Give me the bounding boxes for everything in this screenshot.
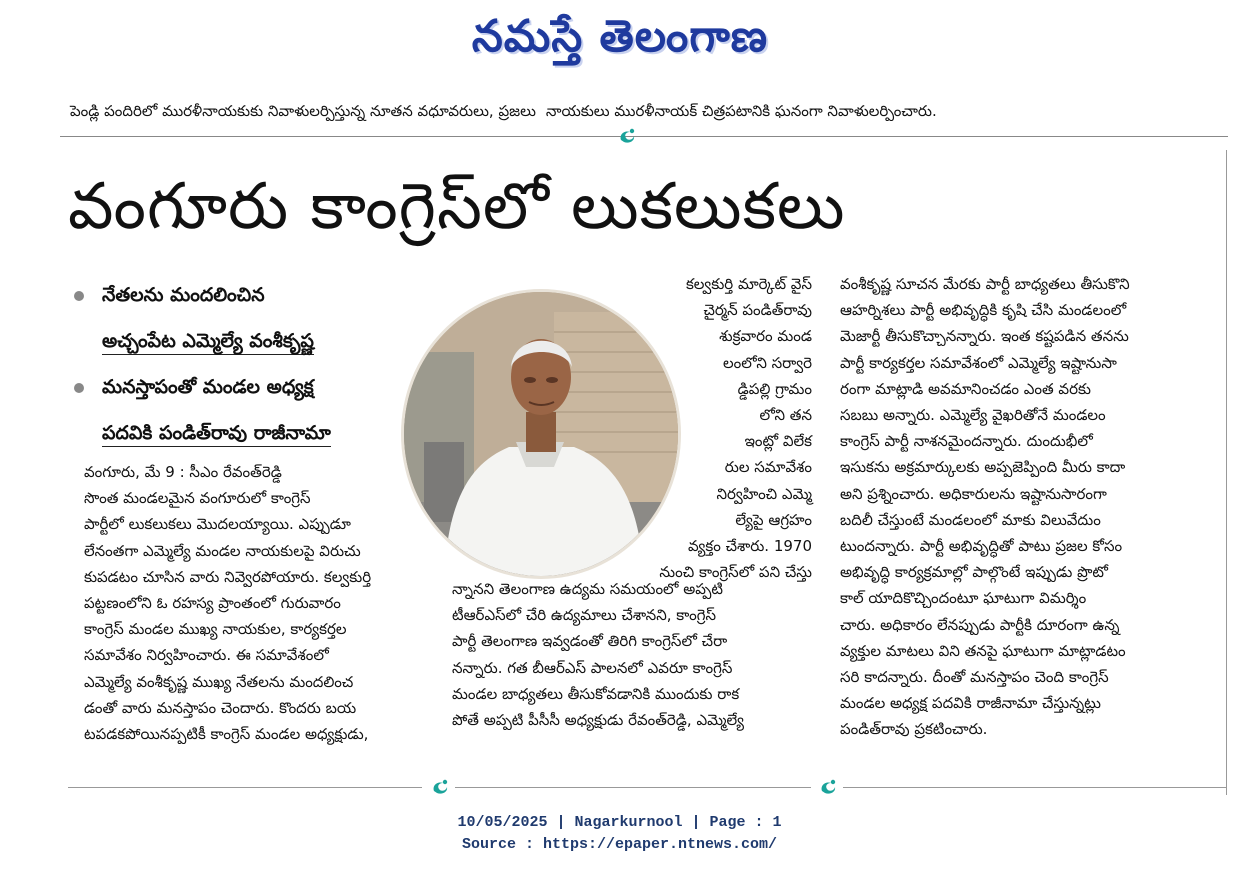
article-column-2-top: [612, 271, 812, 585]
col1-line: ఎమ్మెల్యే వంశీకృష్ణ ముఖ్య నేతలను మందలించ: [84, 672, 354, 691]
namaste-swirl-logo-icon: [430, 779, 450, 795]
col1-line: కాంగ్రెస్ మండల ముఖ్య నాయకుల, కార్యకర్తల: [84, 620, 347, 639]
highlight-1-text-a: నేతలను మందలించిన: [102, 284, 265, 306]
column-3-bottom-rule: [843, 787, 1226, 788]
highlight-item-1-line-2: [70, 318, 400, 364]
article-column-2-bottom: [452, 576, 812, 733]
highlight-1-text-b: అచ్చంపేట ఎమ్మెల్యే వంశీకృష్ణ: [102, 330, 314, 355]
col3-line: ఇసుకను అక్రమార్కులకు అప్పజెప్పింది మీరు కాదా: [840, 458, 1126, 477]
col2-line: పార్టీ తెలంగాణ ఇవ్వడంతో తిరిగి కాంగ్రెస్‌లో చేరా: [452, 632, 728, 651]
col3-line: టుందన్నారు. పార్టీ అభివృద్ధితో పాటు ప్రజల కోసం: [840, 537, 1123, 556]
col1-line: వంగూరు, మే 9 : సీఎం రేవంత్‌రెడ్డి: [84, 463, 282, 481]
col3-line: అభివృద్ధి కార్యక్రమాల్లో పాల్గొంటే ఇప్పుడు ప్రొటో: [840, 563, 1108, 582]
photo-caption-part2: నాయకులు మురళీనాయక్ చిత్రపటానికి ఘనంగా నివాళులర్పించారు.: [545, 102, 937, 120]
col2-line: రుల సమావేశం: [724, 458, 812, 477]
highlight-item-1-line-1: [70, 272, 400, 318]
col3-line: సరి కాదన్నారు. దీంతో మనస్తాపం చెంది కాంగ్రెస్: [840, 668, 1109, 687]
col2-line: లోని తన: [759, 406, 812, 425]
masthead-title: నమస్తే తెలంగాణ: [471, 11, 769, 62]
col3-line: కాంగ్రెస్ పార్టీ నాశనమైందన్నారు. దుందుభీలో: [840, 432, 1093, 451]
col3-line: రంగా మాట్లాడి అవమానించడం ఎంత వరకు: [840, 379, 1091, 398]
col3-line: పార్టీ కార్యకర్తల సమావేశంలో ఎమ్మెల్యే ఇష్టానుసా: [840, 353, 1117, 372]
col1-line: టపడకపోయినప్పటికీ కాంగ్రెస్ మండల అధ్యక్షుడు,: [84, 725, 369, 744]
col2-line: కల్వకుర్తి మార్కెట్ వైస్: [685, 275, 812, 293]
namaste-swirl-logo-icon: [818, 779, 838, 795]
col3-line: బదిలీ చేస్తుంటే మండలంలో మాకు విలువేదుం: [840, 510, 1101, 529]
col2-line: వ్యక్తం చేశారు. 1970: [688, 537, 812, 556]
right-column-rule: [1226, 150, 1227, 795]
col1-line: సొంత మండలమైన వంగూరులో కాంగ్రెస్: [84, 489, 311, 508]
col2-line: పోతే అప్పటి పీసీసీ అధ్యక్షుడు రేవంత్‌రెడ్డి, ఎమ్మెల్యే: [452, 711, 745, 730]
namaste-swirl-logo-icon: [617, 128, 637, 144]
col2-line: శుక్రవారం మండ: [719, 327, 812, 346]
col1-line: కుపడటం చూసిన వారు నివ్వెరపోయారు. కల్వకుర్తి: [84, 567, 372, 586]
col3-line: సబబు అన్నారు. ఎమ్మెల్యే వైఖరితోనే మండలం: [840, 406, 1106, 425]
col3-line: ఆహర్నిశలు పార్టీ అభివృద్ధికి కృషి చేసి మండలంలో: [840, 301, 1127, 320]
col2-line: న్నానని తెలంగాణ ఉద్యమ సమయంలో అప్పటి: [452, 580, 723, 598]
headline: వంగూరు కాంగ్రెస్‌లో లుకలుకలు: [68, 170, 846, 244]
col2-line: నన్నారు. గత బీఆర్‌ఎస్ పాలనలో ఎవరూ కాంగ్రెస్: [452, 658, 733, 677]
col3-line: అని ప్రశ్నించారు. అధికారులను ఇష్టానుసారంగా: [840, 484, 1107, 503]
highlights-list: [70, 272, 400, 456]
col3-line: వంశీకృష్ణ సూచన మేరకు పార్టీ బాధ్యతలు తీసుకొని: [840, 275, 1130, 293]
col2-line: ల్యేపై ఆగ్రహం: [735, 510, 812, 529]
column-2-bottom-rule: [455, 787, 811, 788]
highlight-item-2-line-1: [70, 364, 400, 410]
col1-line: డంతో వారు మనస్తాపం చెందారు. కొందరు బయ: [84, 698, 357, 717]
highlight-item-2-line-2: [70, 410, 400, 456]
col2-line: నుంచి కాంగ్రెస్‌లో పని చేస్తు: [659, 563, 812, 582]
col1-line: లేనంతగా ఎమ్మెల్యే మండల నాయకులపై విరుచు: [84, 541, 361, 560]
photo-caption: [70, 100, 1150, 122]
col3-line: కాల్ యాదికొచ్చిందంటూ ఘాటుగా విమర్శిం: [840, 589, 1087, 608]
col2-line: డ్డిపల్లి గ్రామం: [737, 379, 812, 398]
highlight-2-text-b: పదవికి పండిత్‌రావు రాజీనామా: [102, 422, 331, 447]
col1-line: సమావేశం నిర్వహించారు. ఈ సమావేశంలో: [84, 646, 329, 665]
col3-line: చారు. అధికారం లేనప్పుడు పార్టీకి దూరంగా ఉన్న: [840, 615, 1120, 634]
article-column-1: [84, 459, 414, 747]
highlight-2-text-a: మనస్తాపంతో మండల అధ్యక్ష: [102, 376, 314, 398]
col2-line: లంలోని సర్వారె: [723, 353, 812, 372]
col3-line: వ్యక్తుల మాటలు విని తనపై ఘాటుగా మాట్లాడటం: [840, 641, 1126, 660]
col2-line: ఇంట్లో విలేక: [744, 432, 812, 451]
col3-line: మండల అధ్యక్ష పదవికి రాజీనామా చేస్తున్నట్లు: [840, 694, 1101, 713]
article-column-3: [840, 271, 1200, 743]
photo-caption-part1: పెండ్లి పందిరిలో మురళీనాయకుకు నివాళులర్పిస్తున్న నూతన వధూవరులు, ప్రజలు: [70, 102, 536, 120]
col2-line: మండల బాధ్యతలు తీసుకోవడానికి ముందుకు రాక: [452, 684, 740, 703]
column-1-bottom-rule: [68, 787, 422, 788]
top-divider: [60, 136, 1228, 137]
col2-line: నిర్వహించి ఎమ్మె: [716, 484, 812, 503]
col3-line: పండిత్‌రావు ప్రకటించారు.: [840, 720, 988, 739]
col3-line: మెజార్టీ తీసుకొచ్చానన్నారు. ఇంత కష్టపడిన తనను: [840, 327, 1129, 346]
col2-line: టీఆర్‌ఎస్‌లో చేరి ఉద్యమాలు చేశానని, కాంగ్రెస్: [452, 606, 716, 625]
col2-line: చైర్మన్ పండిత్‌రావు: [703, 301, 812, 320]
footer-source-link[interactable]: Source : https://epaper.ntnews.com/: [461, 836, 778, 853]
footer-edition-info: 10/05/2025 | Nagarkurnool | Page : 1: [457, 814, 782, 831]
col1-line: పార్టీలో లుకలుకలు మొదలయ్యాయి. ఎప్పుడూ: [84, 515, 351, 534]
col1-line: పట్టణంలోని ఓ రహస్య ప్రాంతంలో గురువారం: [84, 594, 341, 613]
